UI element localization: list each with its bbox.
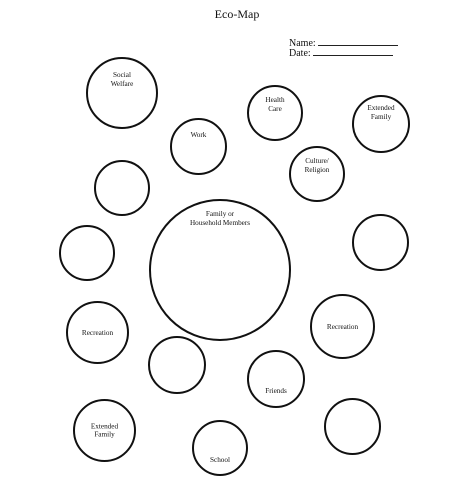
- name-label: Name:: [289, 38, 316, 49]
- circle-label-friends: Friends: [265, 387, 287, 395]
- date-label: Date:: [289, 48, 311, 59]
- circle-label-school: School: [210, 456, 230, 464]
- circle-recreation-left[interactable]: [66, 301, 129, 364]
- circle-label-recreation-left: Recreation: [81, 328, 114, 337]
- circle-label-family-household: Family or Household Members: [189, 210, 251, 227]
- circle-label-work: Work: [190, 131, 207, 139]
- circle-label-health-care: Health Care: [265, 96, 285, 113]
- date-blank-line[interactable]: [313, 47, 393, 56]
- circle-social-welfare[interactable]: [86, 57, 158, 129]
- circle-blank-left-middle[interactable]: [59, 225, 115, 281]
- circle-health-care[interactable]: [247, 85, 303, 141]
- circle-label-recreation-right: Recreation: [326, 322, 359, 331]
- circle-label-extended-family-bottom: Extended Family: [90, 422, 119, 439]
- page-title: Eco-Map: [214, 7, 260, 21]
- circle-school[interactable]: [192, 420, 248, 476]
- circle-work[interactable]: [170, 118, 227, 175]
- circle-friends[interactable]: [247, 350, 305, 408]
- circle-label-culture-religion: Culture/ Religion: [304, 157, 330, 174]
- circle-culture-religion[interactable]: [289, 146, 345, 202]
- circle-family-household[interactable]: [149, 199, 291, 341]
- circle-blank-center-lower[interactable]: [148, 336, 206, 394]
- circle-extended-family-bottom[interactable]: [73, 399, 136, 462]
- date-field[interactable]: [289, 47, 393, 59]
- circle-recreation-right[interactable]: [310, 294, 375, 359]
- circle-label-social-welfare: Social Welfare: [110, 71, 134, 88]
- name-blank-line[interactable]: [318, 37, 398, 46]
- circle-extended-family-top[interactable]: [352, 95, 410, 153]
- circle-blank-right-middle[interactable]: [352, 214, 409, 271]
- circle-blank-left-upper[interactable]: [94, 160, 150, 216]
- circle-blank-right-lower[interactable]: [324, 398, 381, 455]
- circle-label-extended-family-top: Extended Family: [367, 104, 395, 121]
